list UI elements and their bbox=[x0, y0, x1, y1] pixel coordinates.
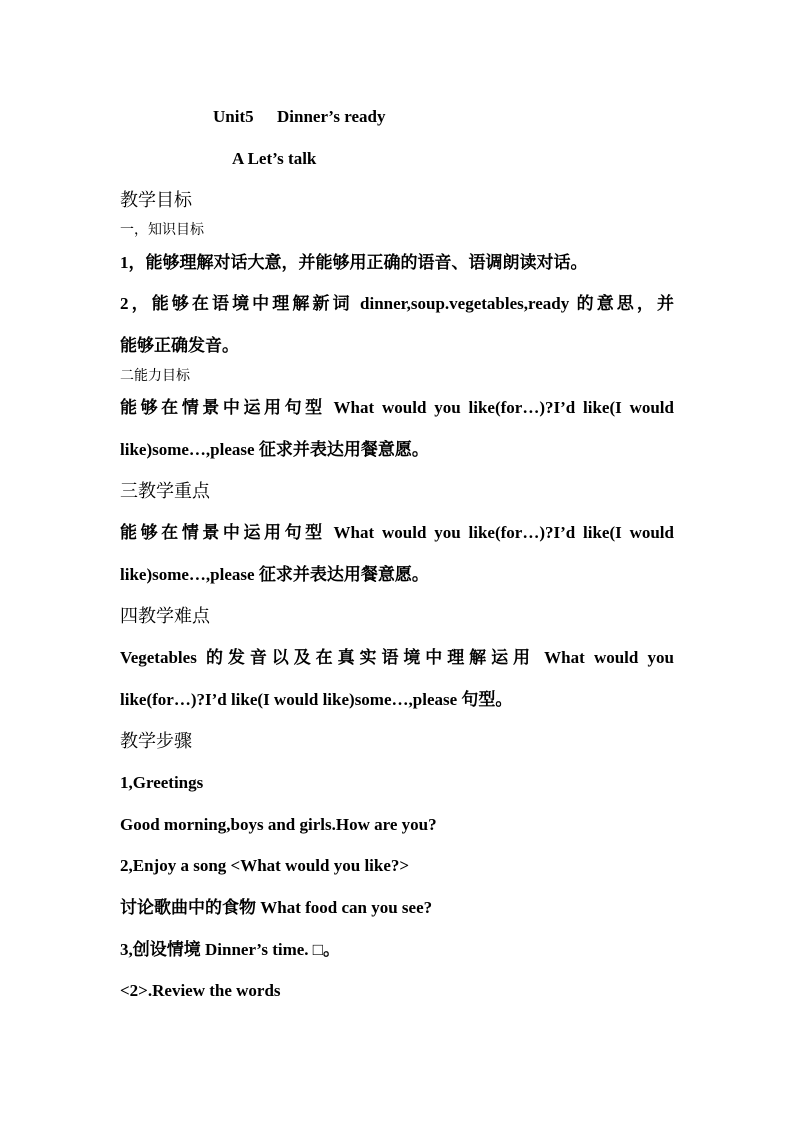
difficulties-line-1: Vegetables 的发音以及在真实语境中理解运用 What would you bbox=[120, 648, 674, 667]
difficulties-heading: 四教学难点 bbox=[120, 606, 210, 626]
key-points-heading: 三教学重点 bbox=[120, 481, 210, 501]
ability-objectives-heading: 二能力目标 bbox=[120, 369, 190, 384]
step-1: 1,Greetings bbox=[120, 773, 204, 792]
objectives-heading: 教学目标 bbox=[120, 190, 192, 210]
key-points-line-1: 能够在情景中运用句型 What would you like(for…)?I’d like(I would bbox=[120, 523, 674, 542]
step-2-detail: 讨论歌曲中的食物 What food can you see? bbox=[120, 898, 433, 917]
ability-objective-line-1: 能够在情景中运用句型 What would you like(for…)?I’d like(I would bbox=[120, 398, 674, 417]
step-2: 2,Enjoy a song <What would you like?> bbox=[120, 856, 410, 875]
objective-item-2-line-1: 2，能够在语境中理解新词 dinner,soup.vegetables,ready 的意思，并 bbox=[120, 294, 674, 313]
ability-objective-line-2: like)some…,please 征求并表达用餐意愿。 bbox=[120, 440, 429, 459]
unit-title: Dinner’s ready bbox=[277, 107, 386, 126]
objective-item-2-line-2: 能够正确发音。 bbox=[120, 336, 239, 355]
steps-heading: 教学步骤 bbox=[120, 731, 192, 751]
key-points-line-2: like)some…,please 征求并表达用餐意愿。 bbox=[120, 565, 429, 584]
unit-number: Unit5 bbox=[213, 107, 254, 126]
section-title: A Let’s talk bbox=[232, 149, 317, 168]
objective-item-1: 1，能够理解对话大意，并能够用正确的语音、语调朗读对话。 bbox=[120, 253, 588, 272]
step-3-sub: <2>.Review the words bbox=[120, 981, 281, 1000]
difficulties-line-2: like(for…)?I’d like(I would like)some…,please 句型。 bbox=[120, 690, 513, 709]
step-3: 3,创设情境 Dinner’s time. □。 bbox=[120, 940, 341, 959]
knowledge-objectives-heading: 一，知识目标 bbox=[120, 223, 204, 238]
step-1-detail: Good morning,boys and girls.How are you? bbox=[120, 815, 437, 834]
